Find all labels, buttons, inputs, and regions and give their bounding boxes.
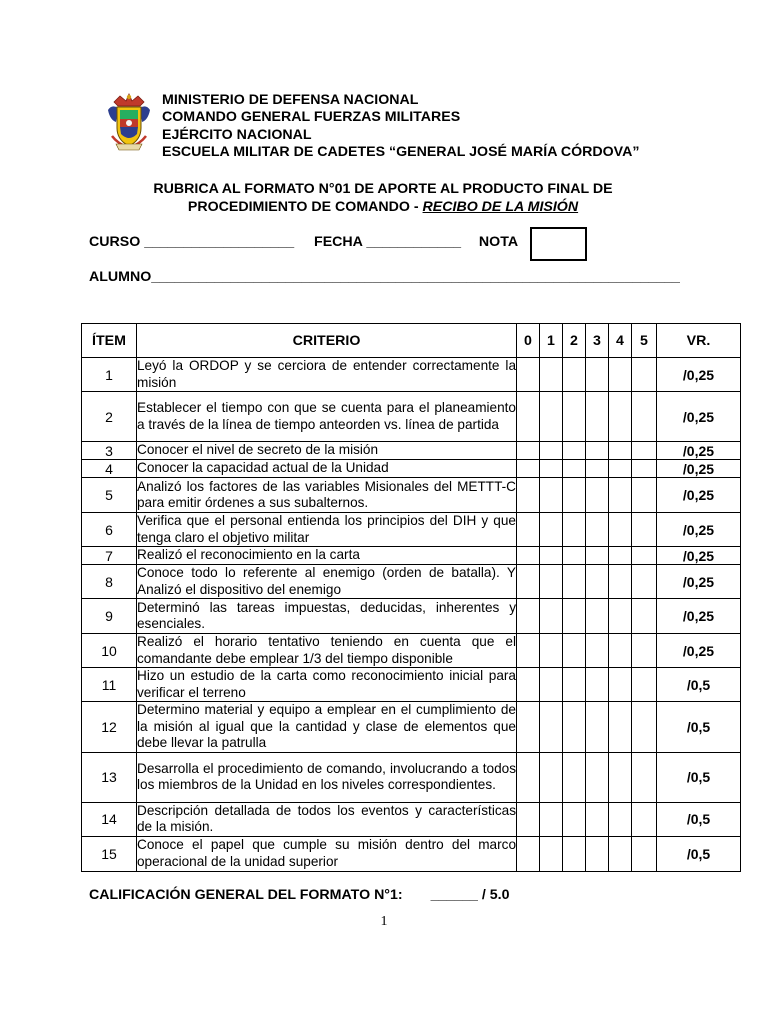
score-cell-5[interactable] <box>632 802 657 836</box>
score-cell-4[interactable] <box>609 836 632 871</box>
header-line-command: COMANDO GENERAL FUERZAS MILITARES <box>162 109 461 126</box>
header-line-army: EJÉRCITO NACIONAL <box>162 126 312 143</box>
score-cell-5[interactable] <box>632 547 657 565</box>
score-cell-5[interactable] <box>632 702 657 753</box>
score-cell-4[interactable] <box>609 802 632 836</box>
criterio-cell <box>137 668 517 702</box>
criterio-text: Conoce todo lo referente al enemigo (orden de batalla). Y Analizó el dispositivo del enemigo <box>137 565 516 597</box>
score-cell-0[interactable] <box>517 752 540 802</box>
header-score-4: 4 <box>609 324 632 358</box>
criterio-cell <box>137 752 517 802</box>
criterio-text: Verifica que el personal entienda los principios del DIH y que tenga claro el objetivo militar <box>137 513 516 545</box>
final-grade-field[interactable]: ______ / 5.0 <box>430 887 510 903</box>
score-cell-2[interactable] <box>563 702 586 753</box>
criterio-cell <box>137 547 517 565</box>
table-row <box>82 478 741 513</box>
score-cell-2[interactable] <box>563 836 586 871</box>
criterio-text: Realizó el horario tentativo teniendo en cuenta que el comandante debe emplear 1/3 del tiempo disponible <box>137 634 516 666</box>
military-crest-icon <box>106 92 152 152</box>
vr-value: /0,5 <box>657 836 741 871</box>
criterio-cell <box>137 460 517 478</box>
score-cell-2[interactable] <box>563 634 586 668</box>
vr-value: /0,5 <box>657 702 741 753</box>
score-cell-0[interactable] <box>517 702 540 753</box>
score-cell-4[interactable] <box>609 547 632 565</box>
score-cell-5[interactable] <box>632 460 657 478</box>
table-row <box>82 599 741 634</box>
score-cell-0[interactable] <box>517 565 540 599</box>
document-title <box>90 180 676 216</box>
score-cell-0[interactable] <box>517 599 540 634</box>
criterio-cell <box>137 802 517 836</box>
score-cell-3[interactable] <box>586 513 609 547</box>
vr-value: /0,25 <box>657 358 741 392</box>
score-cell-0[interactable] <box>517 836 540 871</box>
header-score-1: 1 <box>540 324 563 358</box>
score-cell-1[interactable] <box>540 478 563 513</box>
vr-value: /0,25 <box>657 442 741 460</box>
header-line-school: ESCUELA MILITAR DE CADETES “GENERAL JOSÉ MARÍA CÓRDOVA” <box>162 144 640 161</box>
table-row <box>82 442 741 460</box>
score-cell-3[interactable] <box>586 565 609 599</box>
score-cell-3[interactable] <box>586 702 609 753</box>
vr-value: /0,25 <box>657 513 741 547</box>
page-number: 1 <box>380 914 388 929</box>
table-row <box>82 752 741 802</box>
curso-label: CURSO <box>89 234 141 250</box>
criterio-text: Determino material y equipo a emplear en el cumplimiento de la misión al igual que la cantidad y clase de elementos que debe llevar la patrulla <box>137 702 516 750</box>
vr-value: /0,25 <box>657 547 741 565</box>
title-line-2-prefix: PROCEDIMIENTO DE COMANDO - <box>187 199 423 215</box>
score-cell-3[interactable] <box>586 836 609 871</box>
table-header-row <box>82 324 741 358</box>
vr-value: /0,25 <box>657 634 741 668</box>
score-cell-4[interactable] <box>609 392 632 442</box>
score-cell-3[interactable] <box>586 460 609 478</box>
score-cell-1[interactable] <box>540 802 563 836</box>
score-cell-0[interactable] <box>517 460 540 478</box>
score-cell-0[interactable] <box>517 478 540 513</box>
nota-label: NOTA <box>478 234 519 250</box>
score-cell-1[interactable] <box>540 702 563 753</box>
score-cell-4[interactable] <box>609 565 632 599</box>
score-cell-1[interactable] <box>540 599 563 634</box>
score-cell-1[interactable] <box>540 460 563 478</box>
table-row <box>82 513 741 547</box>
criterio-cell <box>137 565 517 599</box>
title-line-2-emphasis: RECIBO DE LA MISIÓN <box>422 199 579 215</box>
criterio-text: Analizó los factores de las variables Misionales del METTT-C para emitir órdenes a sus subalternos. <box>137 478 516 510</box>
score-cell-1[interactable] <box>540 392 563 442</box>
criterio-text: Conocer el nivel de secreto de la misión <box>137 442 379 458</box>
score-cell-0[interactable] <box>517 547 540 565</box>
score-cell-3[interactable] <box>586 599 609 634</box>
item-number: 12 <box>82 702 137 753</box>
criterio-cell <box>137 442 517 460</box>
item-number: 13 <box>82 752 137 802</box>
item-number: 5 <box>82 478 137 513</box>
header-line-ministry: MINISTERIO DE DEFENSA NACIONAL <box>162 92 419 108</box>
header-score-5: 5 <box>632 324 657 358</box>
score-cell-5[interactable] <box>632 442 657 460</box>
criterio-text: Desarrolla el procedimiento de comando, involucrando a todos los miembros de la Unidad en los niveles correspondientes. <box>137 760 516 792</box>
score-cell-5[interactable] <box>632 513 657 547</box>
score-cell-5[interactable] <box>632 668 657 702</box>
vr-value: /0,25 <box>657 392 741 442</box>
score-cell-3[interactable] <box>586 392 609 442</box>
vr-value: /0,25 <box>657 599 741 634</box>
criterio-cell <box>137 702 517 753</box>
criterio-text: Descripción detallada de todos los eventos y características de la misión. <box>137 802 516 834</box>
item-number: 1 <box>82 358 137 392</box>
item-number: 8 <box>82 565 137 599</box>
alumno-field[interactable]: ___________________________________________________________________ <box>151 269 680 285</box>
score-cell-3[interactable] <box>586 668 609 702</box>
curso-field[interactable]: ___________________ <box>144 234 295 250</box>
score-cell-2[interactable] <box>563 478 586 513</box>
score-cell-1[interactable] <box>540 565 563 599</box>
criterio-text: Leyó la ORDOP y se cerciora de entender correctamente la misión <box>137 358 516 390</box>
score-cell-0[interactable] <box>517 442 540 460</box>
header-score-3: 3 <box>586 324 609 358</box>
score-cell-3[interactable] <box>586 802 609 836</box>
score-cell-2[interactable] <box>563 752 586 802</box>
criterio-cell <box>137 836 517 871</box>
table-row <box>82 565 741 599</box>
criterio-text: Realizó el reconocimiento en la carta <box>137 547 360 563</box>
vr-value: /0,5 <box>657 752 741 802</box>
score-cell-3[interactable] <box>586 442 609 460</box>
organization-header <box>162 92 639 162</box>
score-cell-1[interactable] <box>540 752 563 802</box>
table-row <box>82 668 741 702</box>
score-cell-5[interactable] <box>632 836 657 871</box>
title-line-1: RUBRICA AL FORMATO N°01 DE APORTE AL PRODUCTO FINAL DE <box>153 181 613 197</box>
score-cell-5[interactable] <box>632 358 657 392</box>
score-cell-4[interactable] <box>609 478 632 513</box>
score-cell-5[interactable] <box>632 392 657 442</box>
form-row-course-date-grade <box>89 234 518 250</box>
header-score-0: 0 <box>517 324 540 358</box>
item-number: 14 <box>82 802 137 836</box>
score-cell-1[interactable] <box>540 836 563 871</box>
criterio-cell <box>137 358 517 392</box>
item-number: 2 <box>82 392 137 442</box>
item-number: 9 <box>82 599 137 634</box>
score-cell-4[interactable] <box>609 442 632 460</box>
score-cell-2[interactable] <box>563 513 586 547</box>
item-number: 4 <box>82 460 137 478</box>
table-row <box>82 358 741 392</box>
item-number: 15 <box>82 836 137 871</box>
title-line-2 <box>90 198 676 216</box>
header-vr: VR. <box>657 324 741 358</box>
item-number: 3 <box>82 442 137 460</box>
item-number: 7 <box>82 547 137 565</box>
score-cell-3[interactable] <box>586 752 609 802</box>
nota-box[interactable] <box>530 227 587 261</box>
item-number: 6 <box>82 513 137 547</box>
form-row-student <box>89 269 680 285</box>
score-cell-0[interactable] <box>517 392 540 442</box>
vr-value: /0,25 <box>657 478 741 513</box>
alumno-label: ALUMNO <box>89 269 152 285</box>
vr-value: /0,25 <box>657 565 741 599</box>
criterio-text: Hizo un estudio de la carta como reconocimiento inicial para verificar el terreno <box>137 668 516 700</box>
table-row <box>82 392 741 442</box>
score-cell-1[interactable] <box>540 634 563 668</box>
score-cell-4[interactable] <box>609 634 632 668</box>
score-cell-4[interactable] <box>609 513 632 547</box>
score-cell-3[interactable] <box>586 634 609 668</box>
score-cell-3[interactable] <box>586 358 609 392</box>
item-number: 10 <box>82 634 137 668</box>
score-cell-3[interactable] <box>586 547 609 565</box>
score-cell-2[interactable] <box>563 565 586 599</box>
score-cell-2[interactable] <box>563 460 586 478</box>
score-cell-5[interactable] <box>632 599 657 634</box>
score-cell-5[interactable] <box>632 565 657 599</box>
table-row <box>82 634 741 668</box>
criterio-cell <box>137 392 517 442</box>
score-cell-0[interactable] <box>517 358 540 392</box>
score-cell-4[interactable] <box>609 752 632 802</box>
item-number: 11 <box>82 668 137 702</box>
fecha-label: FECHA <box>314 234 363 250</box>
vr-value: /0,25 <box>657 460 741 478</box>
score-cell-4[interactable] <box>609 702 632 753</box>
vr-value: /0,5 <box>657 802 741 836</box>
table-row <box>82 836 741 871</box>
header-criterio: CRITERIO <box>137 324 517 358</box>
criterio-text: Establecer el tiempo con que se cuenta para el planeamiento a través de la línea de tiempo anteorden vs. línea de partida <box>137 400 516 432</box>
score-cell-0[interactable] <box>517 668 540 702</box>
score-cell-2[interactable] <box>563 442 586 460</box>
criterio-cell <box>137 634 517 668</box>
criterio-text: Conocer la capacidad actual de la Unidad <box>137 460 389 476</box>
score-cell-0[interactable] <box>517 802 540 836</box>
score-cell-1[interactable] <box>540 513 563 547</box>
score-cell-5[interactable] <box>632 478 657 513</box>
score-cell-1[interactable] <box>540 442 563 460</box>
score-cell-3[interactable] <box>586 478 609 513</box>
table-row <box>82 802 741 836</box>
table-row <box>82 460 741 478</box>
score-cell-4[interactable] <box>609 358 632 392</box>
fecha-field[interactable]: ____________ <box>366 234 462 250</box>
score-cell-1[interactable] <box>540 668 563 702</box>
score-cell-5[interactable] <box>632 634 657 668</box>
score-cell-5[interactable] <box>632 752 657 802</box>
criterio-cell <box>137 599 517 634</box>
score-cell-2[interactable] <box>563 599 586 634</box>
score-cell-0[interactable] <box>517 634 540 668</box>
score-cell-4[interactable] <box>609 668 632 702</box>
vr-value: /0,5 <box>657 668 741 702</box>
score-cell-1[interactable] <box>540 547 563 565</box>
criterio-text: Determinó las tareas impuestas, deducidas, inherentes y esenciales. <box>137 599 516 631</box>
header-score-2: 2 <box>563 324 586 358</box>
score-cell-4[interactable] <box>609 599 632 634</box>
final-grade-label: CALIFICACIÓN GENERAL DEL FORMATO N°1: <box>89 887 403 903</box>
criterio-cell <box>137 478 517 513</box>
header-item: ÍTEM <box>82 324 137 358</box>
score-cell-2[interactable] <box>563 668 586 702</box>
score-cell-2[interactable] <box>563 547 586 565</box>
score-cell-0[interactable] <box>517 513 540 547</box>
score-cell-2[interactable] <box>563 802 586 836</box>
rubric-table <box>81 323 741 872</box>
table-row <box>82 547 741 565</box>
criterio-cell <box>137 513 517 547</box>
score-cell-1[interactable] <box>540 358 563 392</box>
table-row <box>82 702 741 753</box>
score-cell-4[interactable] <box>609 460 632 478</box>
final-grade-row <box>89 887 510 903</box>
score-cell-2[interactable] <box>563 358 586 392</box>
score-cell-2[interactable] <box>563 392 586 442</box>
criterio-text: Conoce el papel que cumple su misión dentro del marco operacional de la unidad superior <box>137 837 516 869</box>
